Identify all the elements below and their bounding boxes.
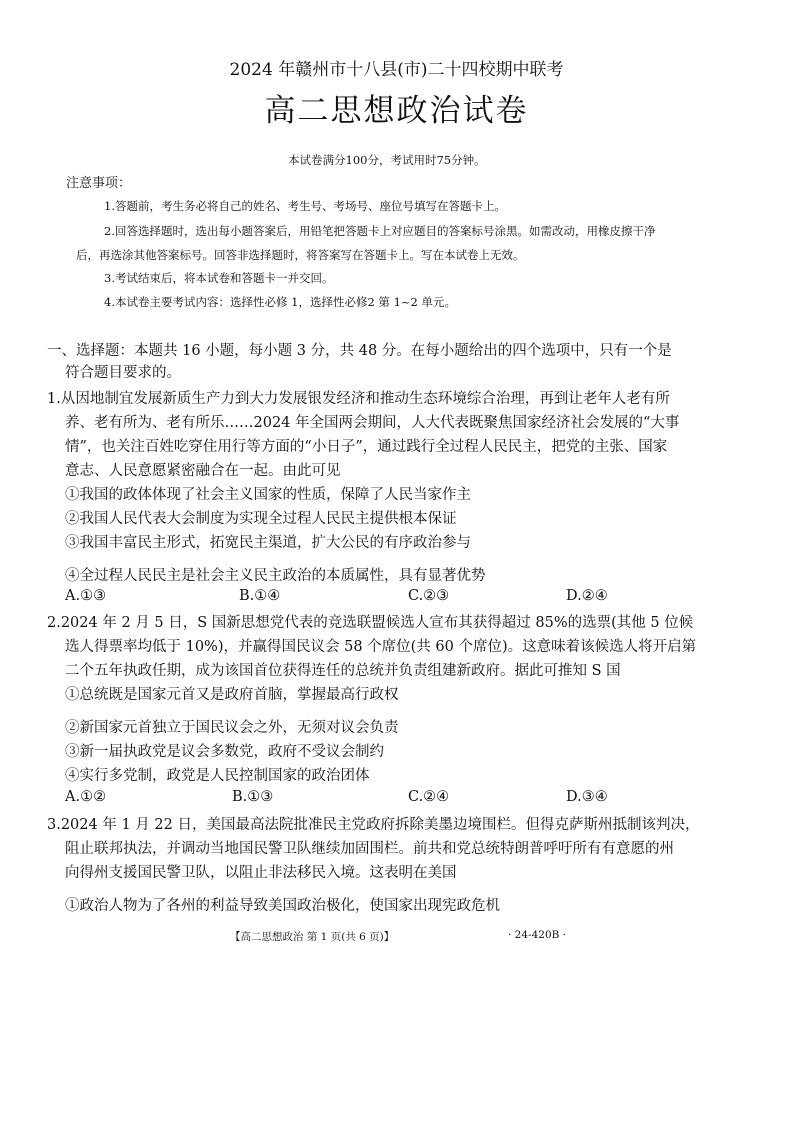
notice-title: 注意事项： <box>66 176 132 191</box>
statement: ①总统既是国家元首又是政府首脑，掌握最高行政权 <box>65 687 399 703</box>
statement: ③新一届执政党是议会多数党，政府不受议会制约 <box>65 744 384 760</box>
question-stem: 向得州支援国民警卫队，以阻止非法移民入境。这表明在美国 <box>65 865 457 881</box>
notice-item: 1.答题前，考生务必将自己的姓名、考生号、考场号、座位号填写在答题卡上。 <box>104 199 506 213</box>
question-stem: 阻止联邦执法，并调动当地国民警卫队继续加固围栏。前共和党总统特朗普呼吁所有有意愿的州 <box>65 841 674 857</box>
choice-d[interactable]: D.③④ <box>566 789 608 805</box>
statement: ④实行多党制，政党是人民控制国家的政治团体 <box>65 768 370 784</box>
statement: ④全过程人民民主是社会主义民主政治的本质属性，具有显著优势 <box>65 568 486 584</box>
exam-name: 2024 年赣州市十八县(市)二十四校期中联考 <box>229 60 564 80</box>
notice-item: 后，再选涂其他答案标号。回答非选择题时，将答案写在答题卡上。写在本试卷上无效。 <box>76 248 525 262</box>
statement: ②我国人民代表大会制度为实现全过程人民民主提供根本保证 <box>65 511 457 527</box>
score-time-note: 本试卷满分100分，考试用时75分钟。 <box>288 153 486 167</box>
question-stem: 2.2024 年 2 月 5 日，S 国新思想党代表的竞选联盟候选人宣布其获得超过 85%的选票(其他 5 位候 <box>47 615 694 631</box>
notice-item: 2.回答选择题时，选出每小题答案后，用铅笔把答题卡上对应题目的答案标号涂黑。如需改动，用橡皮擦干净 <box>104 224 656 238</box>
statement: ①我国的政体体现了社会主义国家的性质，保障了人民当家作主 <box>65 487 471 503</box>
choice-d[interactable]: D.②④ <box>566 588 608 604</box>
choice-b[interactable]: B.①④ <box>239 588 281 604</box>
statement: ③我国丰富民主形式，拓宽民主渠道，扩大公民的有序政治参与 <box>65 535 471 551</box>
page-footer-label: 【高二思想政治 第 1 页(共 6 页)】 <box>230 931 395 943</box>
choice-c[interactable]: C.②③ <box>408 588 450 604</box>
question-stem: 二个五年执政任期，成为该国首位获得连任的总统并负责组建新政府。据此可推知 S 国 <box>65 663 621 679</box>
question-stem: 意志、人民意愿紧密融合在一起。由此可见 <box>65 463 341 479</box>
section-intro: 一、选择题：本题共 16 小题，每小题 3 分，共 48 分。在每小题给出的四个选项中，只有一个是 <box>47 343 672 359</box>
question-stem: 3.2024 年 1 月 22 日，美国最高法院批准民主党政府拆除美墨边境围栏。但得克萨斯州抵制该判决， <box>47 817 700 833</box>
question-stem: 选人得票率均低于 10%)，并赢得国民议会 58 个席位(共 60 个席位)。这意味着该候选人将开启第 <box>65 639 697 655</box>
section-intro-cont: 符合题目要求的。 <box>65 365 181 381</box>
paper-code: · 24-420B · <box>508 929 567 941</box>
subject-title: 高二思想政治试卷 <box>264 93 529 129</box>
choice-a[interactable]: A.①② <box>65 789 107 805</box>
choice-a[interactable]: A.①③ <box>65 588 107 604</box>
statement: ②新国家元首独立于国民议会之外，无须对议会负责 <box>65 720 399 736</box>
choice-b[interactable]: B.①③ <box>232 789 274 805</box>
question-stem: 1.从因地制宜发展新质生产力到大力发展银发经济和推动生态环境综合治理，再到让老年人老有所 <box>47 391 670 407</box>
statement: ①政治人物为了各州的利益导致美国政治极化，使国家出现宪政危机 <box>65 898 500 914</box>
choice-c[interactable]: C.②④ <box>408 789 450 805</box>
notice-item: 3.考试结束后，将本试卷和答题卡一并交回。 <box>104 271 334 285</box>
notice-item: 4.本试卷主要考试内容：选择性必修 1，选择性必修2 第 1~2 单元。 <box>104 295 456 309</box>
question-stem: 情”，也关注百姓吃穿住用行等方面的“小日子”，通过践行全过程人民民主，把党的主张、国家 <box>65 439 668 455</box>
question-stem: 养、老有所为、老有所乐……2024 年全国两会期间，人大代表既聚焦国家经济社会发展的“大事 <box>65 415 680 431</box>
